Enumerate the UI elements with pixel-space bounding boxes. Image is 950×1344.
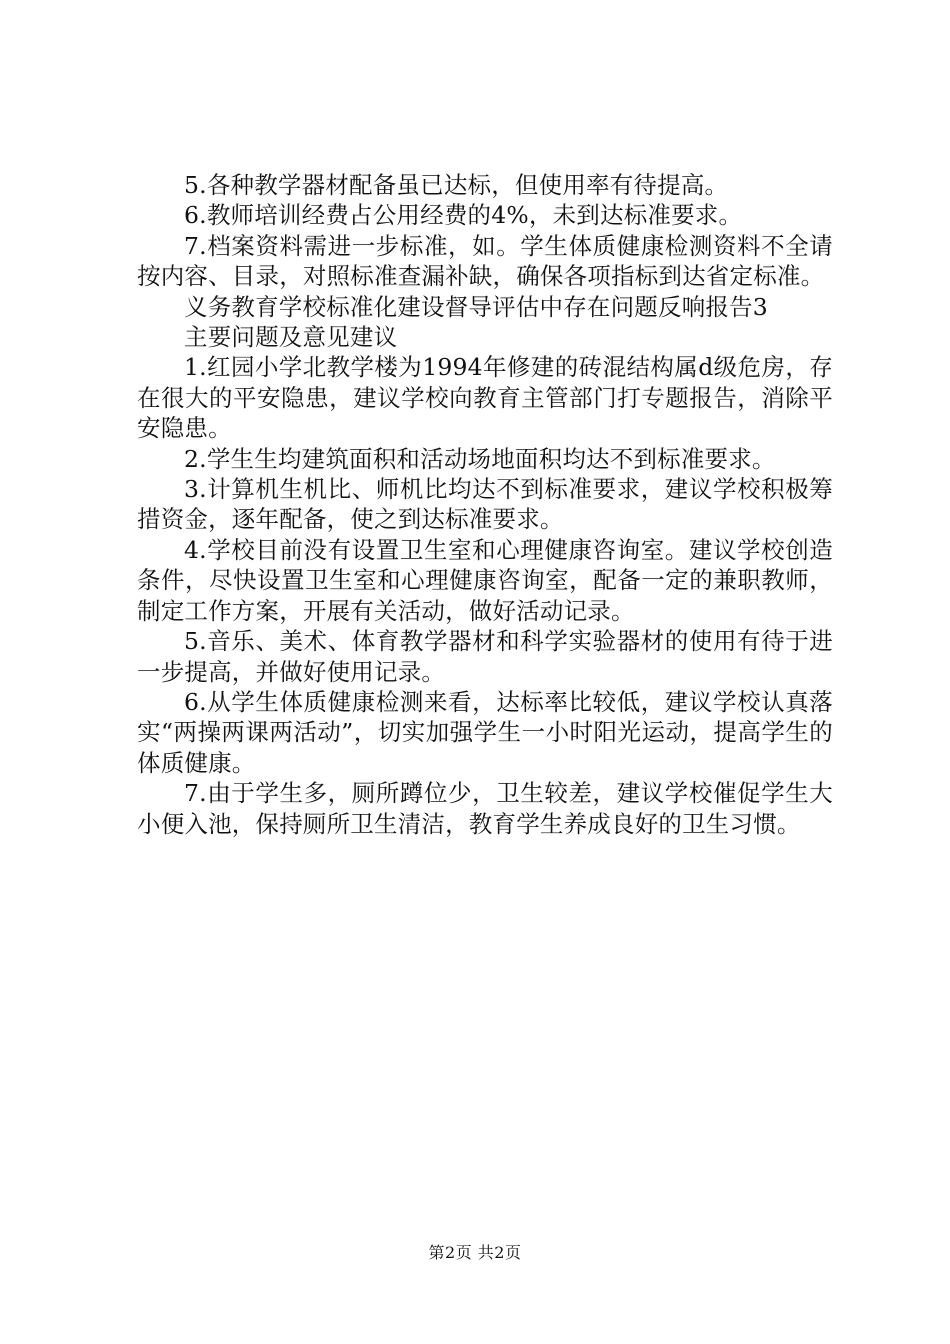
paragraph-issue-5: 5.音乐、美术、体育教学器材和科学实验器材的使用有待于进一步提高，并做好使用记录。: [137, 627, 833, 686]
document-body: [137, 170, 833, 839]
paragraph-item-6-training-funds: 6.教师培训经费占公用经费的4%，未到达标准要求。: [184, 201, 743, 230]
paragraph-issue-7: 7.由于学生多，厕所蹲位少，卫生较差，建议学校催促学生大小便入池，保持厕所卫生清洁，教育学生养成良好的卫生习惯。: [137, 779, 833, 838]
paragraph-issue-4: 4.学校目前没有设置卫生室和心理健康咨询室。建议学校创造条件，尽快设置卫生室和心理健康咨询室，配备一定的兼职教师，制定工作方案，开展有关活动，做好活动记录。: [137, 535, 833, 625]
page-footer: 第2页 共2页: [428, 1243, 522, 1262]
paragraph-issue-2: 2.学生生均建筑面积和活动场地面积均达不到标准要求。: [184, 444, 776, 473]
report-title: 义务教育学校标准化建设督导评估中存在问题反响报告3: [184, 292, 768, 321]
section-heading: 主要问题及意见建议: [184, 323, 398, 352]
paragraph-item-7-archives: 7.档案资料需进一步标准，如。学生体质健康检测资料不全请按内容、目录，对照标准查漏补缺，确保各项指标到达省定标准。: [137, 231, 833, 291]
paragraph-item-5-equipment: 5.各种教学器材配备虽已达标，但使用率有待提高。: [184, 171, 729, 199]
paragraph-issue-6: 6.从学生体质健康检测来看，达标率比较低，建议学校认真落实“两操两课两活动”，切实加强学生一小时阳光运动，提高学生的体质健康。: [137, 687, 833, 777]
paragraph-issue-1: 1.红园小学北教学楼为1994年修建的砖混结构属d级危房，存在很大的平安隐患，建议学校向教育主管部门打专题报告，消除平安隐患。: [137, 353, 833, 443]
paragraph-issue-3: 3.计算机生机比、师机比均达不到标准要求，建议学校积极筹措资金，逐年配备，使之到达标准要求。: [137, 475, 833, 534]
